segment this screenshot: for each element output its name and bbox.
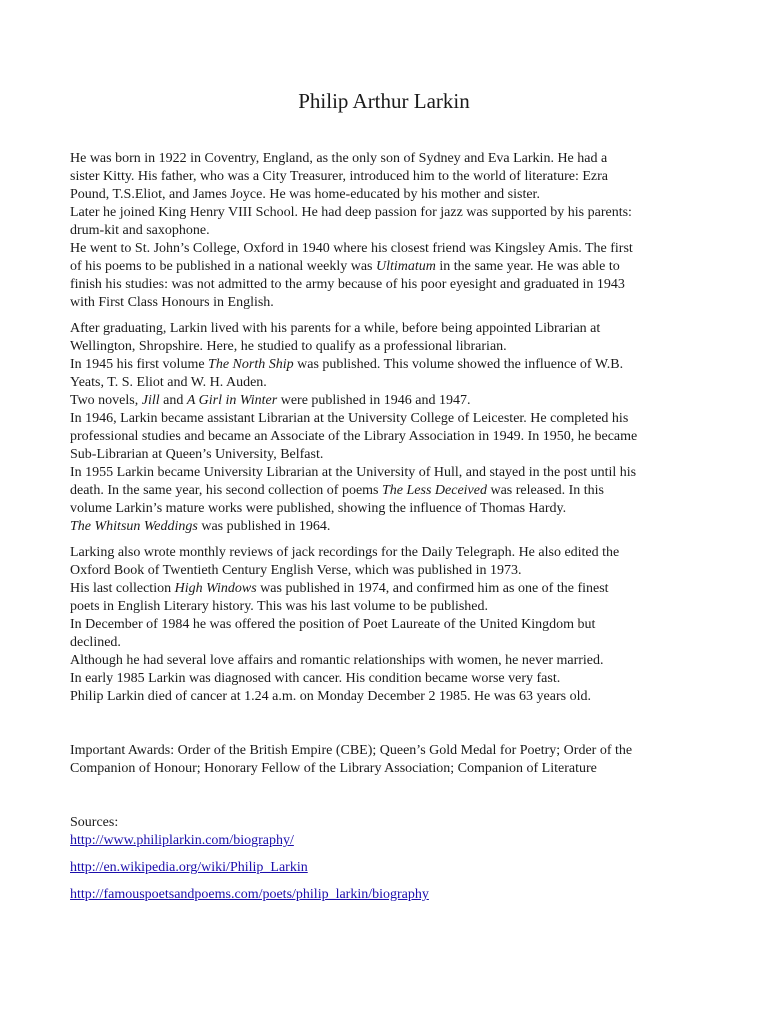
text-line xyxy=(70,338,710,356)
source-link[interactable]: http://www.philiplarkin.com/biography/ xyxy=(70,833,294,848)
sources-label: Sources: xyxy=(70,815,119,830)
text-line xyxy=(70,670,710,688)
italic-title: The Whitsun Weddings xyxy=(70,519,198,534)
text-run: In 1945 his first volume xyxy=(70,357,209,372)
text-line xyxy=(70,518,710,536)
text-line xyxy=(70,760,710,778)
italic-title: Ultimatum xyxy=(376,259,436,274)
text-run: poets in English Literary history. This was his last volume to be published. xyxy=(70,599,489,614)
text-run: Oxford Book of Twentieth Century English Verse, which was published in 1973. xyxy=(70,563,522,578)
text-run: He went to St. John’s College, Oxford in 1940 where his closest friend was Kingsley Amis. The first xyxy=(70,241,633,256)
text-run: In December of 1984 he was offered the position of Poet Laureate of the United Kingdom but xyxy=(70,617,596,632)
text-line xyxy=(70,616,710,634)
sources-list xyxy=(70,832,710,904)
italic-title: Jill xyxy=(141,393,160,408)
text-run: and xyxy=(159,393,187,408)
text-run: death. In the same year, his second collection of poems xyxy=(70,483,383,498)
text-run: volume Larkin’s mature works were published, showing the influence of Thomas Hardy. xyxy=(70,501,567,516)
text-line xyxy=(70,652,710,670)
text-line xyxy=(70,204,710,222)
text-run: professional studies and became an Associate of the Library Association in 1949. In 1950, he became xyxy=(70,429,638,444)
text-run: He was born in 1922 in Coventry, England, as the only son of Sydney and Eva Larkin. He had a xyxy=(70,151,608,166)
paragraph-early-life xyxy=(70,150,710,312)
text-line xyxy=(70,410,710,428)
text-run: Companion of Honour; Honorary Fellow of the Library Association; Companion of Literature xyxy=(70,761,597,776)
paragraph-awards xyxy=(70,742,710,778)
text-line xyxy=(70,482,710,500)
text-run: Important Awards: Order of the British Empire (CBE); Queen’s Gold Medal for Poetry; Order of the xyxy=(70,743,633,758)
italic-title: High Windows xyxy=(174,581,257,596)
text-line xyxy=(70,392,710,410)
text-run: Sub-Librarian at Queen’s University, Belfast. xyxy=(70,447,324,462)
text-run: Later he joined King Henry VIII School. He had deep passion for jazz was supported by his parents: xyxy=(70,205,632,220)
text-line xyxy=(70,544,710,562)
text-run: drum-kit and saxophone. xyxy=(70,223,210,238)
text-line xyxy=(70,688,710,706)
text-line xyxy=(70,320,710,338)
text-line xyxy=(70,464,710,482)
text-run: Pound, T.S.Eliot, and James Joyce. He was home-educated by his mother and sister. xyxy=(70,187,540,202)
text-run: declined. xyxy=(70,635,121,650)
text-run: Wellington, Shropshire. Here, he studied to qualify as a professional librarian. xyxy=(70,339,507,354)
text-run: Yeats, T. S. Eliot and W. H. Auden. xyxy=(70,375,267,390)
text-run: with First Class Honours in English. xyxy=(70,295,274,310)
text-line xyxy=(70,276,710,294)
text-run: In early 1985 Larkin was diagnosed with cancer. His condition became worse very fast. xyxy=(70,671,561,686)
text-line xyxy=(70,258,710,276)
text-run: were published in 1946 and 1947. xyxy=(277,393,471,408)
text-run: Philip Larkin died of cancer at 1.24 a.m. on Monday December 2 1985. He was 63 years old. xyxy=(70,689,591,704)
text-run: In 1955 Larkin became University Librarian at the University of Hull, and stayed in the post until his xyxy=(70,465,637,480)
text-run: After graduating, Larkin lived with his parents for a while, before being appointed Librarian at xyxy=(70,321,601,336)
text-run: was released. In this xyxy=(486,483,605,498)
text-line xyxy=(70,562,710,580)
text-run: of his poems to be published in a national weekly was xyxy=(70,259,376,274)
document-body xyxy=(70,150,710,913)
text-line xyxy=(70,446,710,464)
text-run: Although he had several love affairs and romantic relationships with women, he never married. xyxy=(70,653,604,668)
text-run: was published in 1974, and confirmed him as one of the finest xyxy=(256,581,609,596)
text-line xyxy=(70,500,710,518)
text-run: in the same year. He was able to xyxy=(435,259,620,274)
italic-title: The North Ship xyxy=(208,357,294,372)
paragraph-later-life xyxy=(70,544,710,706)
text-line xyxy=(70,240,710,258)
paragraph-career xyxy=(70,320,710,536)
text-line xyxy=(70,222,710,240)
text-run: finish his studies: was not admitted to the army because of his poor eyesight and graduated in 1943 xyxy=(70,277,625,292)
text-run: Two novels, xyxy=(70,393,142,408)
text-run: Larking also wrote monthly reviews of jack recordings for the Daily Telegraph. He also edited the xyxy=(70,545,620,560)
text-line xyxy=(70,294,710,312)
text-run: His last collection xyxy=(70,581,175,596)
italic-title: The Less Deceived xyxy=(382,483,487,498)
text-line xyxy=(70,634,710,652)
text-line xyxy=(70,186,710,204)
page-title: Philip Arthur Larkin xyxy=(298,89,470,113)
text-line xyxy=(70,168,710,186)
text-run: sister Kitty. His father, who was a City Treasurer, introduced him to the world of literature: Ezra xyxy=(70,169,609,184)
text-run: In 1946, Larkin became assistant Librarian at the University College of Leicester. He completed his xyxy=(70,411,629,426)
text-line xyxy=(70,374,710,392)
source-link[interactable]: http://en.wikipedia.org/wiki/Philip_Larkin xyxy=(70,860,308,875)
text-run: was published. This volume showed the influence of W.B. xyxy=(293,357,624,372)
text-line xyxy=(70,742,710,760)
text-line xyxy=(70,150,710,168)
text-line xyxy=(70,356,710,374)
italic-title: A Girl in Winter xyxy=(186,393,278,408)
source-link[interactable]: http://famouspoetsandpoems.com/poets/philip_larkin/biography xyxy=(70,887,429,902)
text-line xyxy=(70,598,710,616)
text-line xyxy=(70,580,710,598)
text-run: was published in 1964. xyxy=(197,519,331,534)
text-line xyxy=(70,428,710,446)
